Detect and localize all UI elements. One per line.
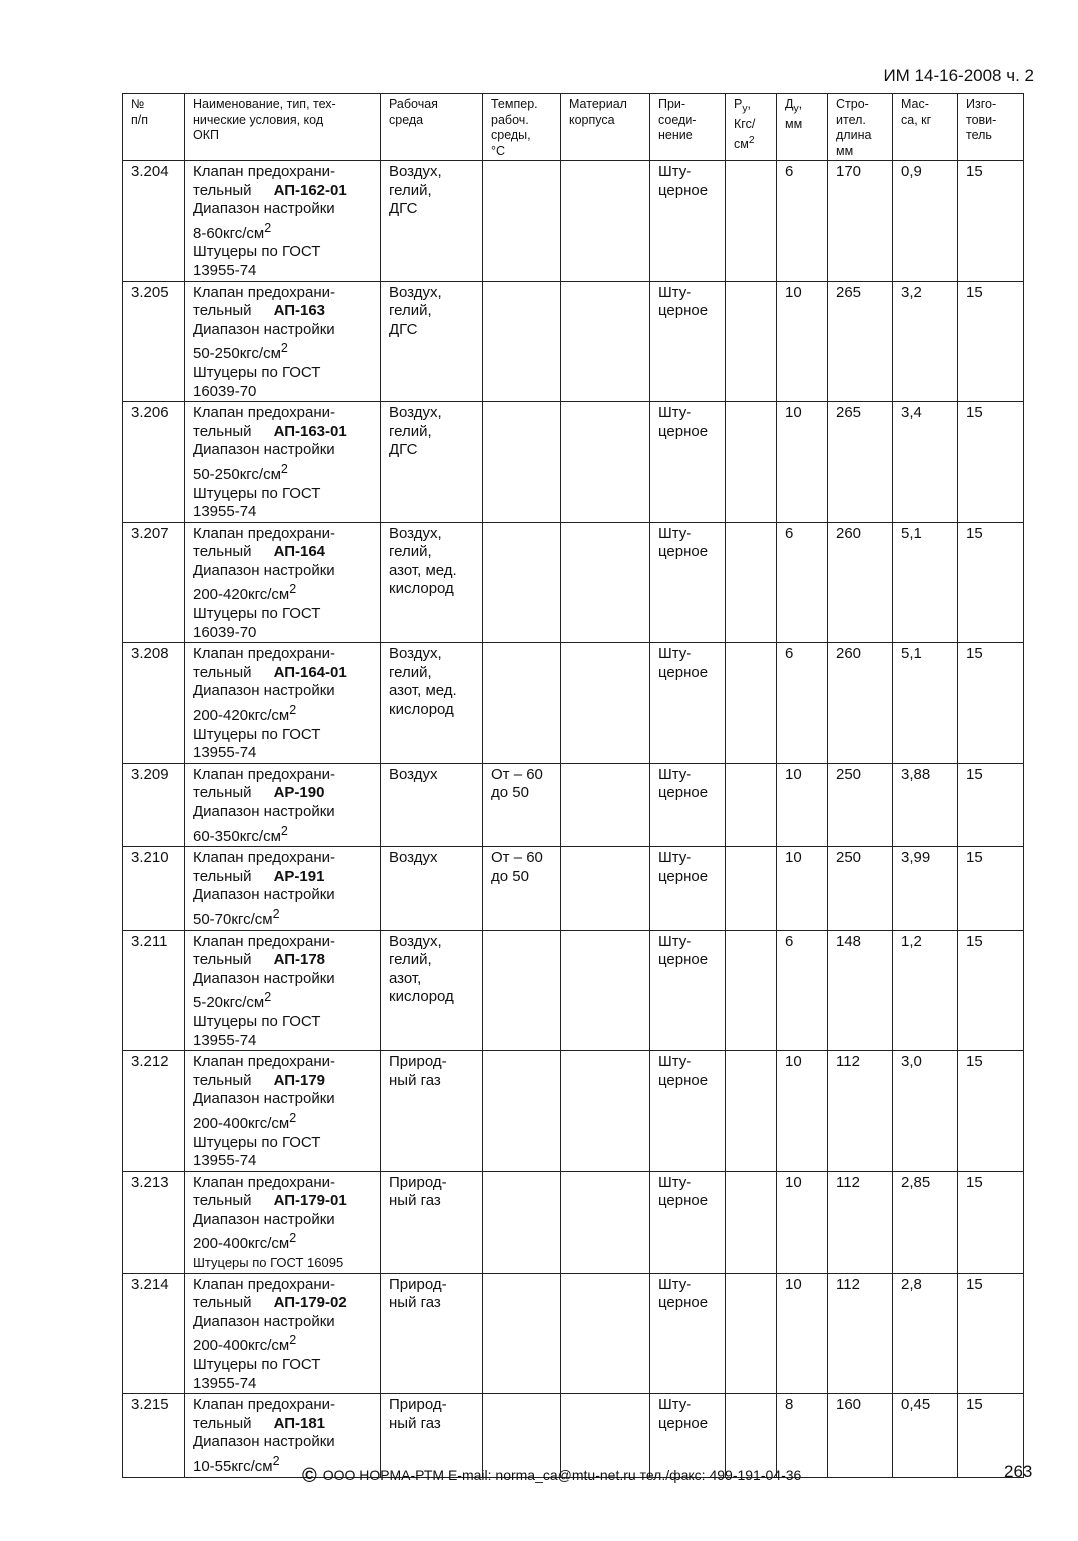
mass-value: 3,88: [901, 765, 931, 783]
medium-cell: [381, 930, 483, 1051]
medium-line: ный газ: [389, 1192, 441, 1210]
medium-line: гелий,: [389, 181, 432, 199]
medium-line: гелий,: [389, 951, 432, 969]
row-number: 3.214: [131, 1275, 169, 1293]
range-value: 8-60кгс/см: [193, 224, 265, 242]
model-code: АП-162-01: [273, 181, 347, 199]
col-header-connection: При- соеди- нение: [650, 94, 726, 161]
name-line: Клапан предохрани-: [193, 1173, 335, 1191]
medium-line: гелий,: [389, 422, 432, 440]
connection-line: церное: [658, 422, 709, 440]
model-code: АП-179: [273, 1071, 326, 1089]
medium-cell: [381, 1051, 483, 1172]
nominal-diameter: 10: [785, 849, 802, 867]
valve-kind: тельный: [193, 1192, 252, 1210]
name-cell: Клапан предохрани- тельный АП-179-02 Диапазон настройки $200-400кгс/см^2$ Штуцеры по ГОСТ 13955-74: [185, 1273, 381, 1394]
range-label: Диапазон настройки: [193, 1433, 335, 1451]
range-label: Диапазон настройки: [193, 682, 335, 700]
col-header-temp: Темпер. рабоч. среды, °С: [483, 94, 561, 161]
row-number: 3.204: [131, 163, 169, 180]
material-cell: [561, 643, 650, 764]
model-code: АП-164-01: [273, 663, 347, 681]
standard-number: 13955-74: [193, 1374, 257, 1392]
table-row: [123, 643, 1024, 764]
temp-cell: [483, 847, 561, 930]
table-row: [123, 522, 1024, 643]
range-value: 50-70кгс/см: [193, 910, 273, 928]
range-value: 200-420кгс/см: [193, 707, 290, 725]
pressure-cell: [726, 522, 777, 643]
row-number: 3.206: [131, 404, 169, 422]
nominal-diameter: 8: [785, 1396, 794, 1414]
medium-line: кислород: [389, 988, 454, 1006]
table-row: [123, 930, 1024, 1051]
fitting-standard: Штуцеры по ГОСТ: [193, 1133, 321, 1151]
col-header-dn: $Д_у$, мм: [777, 94, 828, 161]
temp-cell: [483, 930, 561, 1051]
medium-line: Воздух: [389, 849, 438, 867]
name-line: Клапан предохрани-: [193, 404, 335, 422]
medium-line: Природ-: [389, 1053, 447, 1071]
fitting-standard: Штуцеры по ГОСТ: [193, 484, 321, 502]
temp-cell: [483, 643, 561, 764]
name-cell: Клапан предохрани- тельный АР-190 Диапазон настройки $60-350кгс/см^2$: [185, 763, 381, 846]
connection-line: церное: [658, 784, 709, 802]
range-value: 60-350кгс/см: [193, 827, 281, 845]
connection-line: Шту-: [658, 932, 692, 950]
connection-line: Шту-: [658, 1396, 692, 1414]
medium-cell: [381, 643, 483, 764]
model-code: АР-191: [273, 867, 325, 885]
valve-kind: тельный: [193, 422, 252, 440]
standard-number: 13955-74: [193, 1152, 257, 1170]
range-label: Диапазон настройки: [193, 969, 335, 987]
valve-kind: тельный: [193, 663, 252, 681]
material-cell: [561, 847, 650, 930]
standard-number: 13955-74: [193, 261, 257, 279]
manufacturer-code: 15: [966, 932, 983, 950]
temp-cell: [483, 281, 561, 402]
connection-line: Шту-: [658, 283, 692, 301]
temp-cell: [483, 1051, 561, 1172]
fitting-standard: Штуцеры по ГОСТ 16095: [193, 1255, 344, 1271]
nominal-diameter: 6: [785, 645, 794, 663]
pressure-cell: [726, 930, 777, 1051]
connection-line: Шту-: [658, 645, 692, 663]
connection-line: Шту-: [658, 1275, 692, 1293]
medium-line: азот,: [389, 969, 422, 987]
standard-number: 13955-74: [193, 744, 257, 762]
connection-line: Шту-: [658, 849, 692, 867]
valve-kind: тельный: [193, 543, 252, 561]
table-row: [123, 763, 1024, 846]
medium-line: Природ-: [389, 1173, 447, 1191]
medium-cell: [381, 1273, 483, 1394]
mass-value: 0,9: [901, 163, 922, 180]
material-cell: [561, 1171, 650, 1273]
construction-length: 112: [836, 1053, 860, 1071]
medium-line: Воздух,: [389, 283, 442, 301]
connection-line: церное: [658, 181, 709, 199]
medium-line: гелий,: [389, 302, 432, 320]
range-label: Диапазон настройки: [193, 1210, 335, 1228]
medium-line: Воздух,: [389, 524, 442, 542]
name-cell: Клапан предохрани- тельный АП-163 Диапазон настройки $50-250кгс/см^2$ Штуцеры по ГОСТ 16039-70: [185, 281, 381, 402]
medium-line: ДГС: [389, 200, 418, 218]
mass-value: 5,1: [901, 645, 922, 663]
medium-cell: [381, 522, 483, 643]
range-value: 200-420кгс/см: [193, 586, 290, 604]
valve-kind: тельный: [193, 951, 252, 969]
name-cell: Клапан предохрани- тельный АП-163-01 Диапазон настройки $50-250кгс/см^2$ Штуцеры по ГОСТ 13955-74: [185, 402, 381, 523]
name-line: Клапан предохрани-: [193, 1396, 335, 1414]
footer-text: ООО НОРМА-РТМ E-mail: norma_ca@mtu-net.ru тел./факс: 499-191-04-36: [322, 1467, 802, 1483]
range-value: 5-20кгс/см: [193, 994, 265, 1012]
mass-value: 3,0: [901, 1053, 922, 1071]
connection-cell: [650, 847, 726, 930]
medium-line: Воздух,: [389, 932, 442, 950]
col-header-maker: Изго- тови- тель: [958, 94, 1024, 161]
model-code: АП-179-01: [273, 1192, 347, 1210]
pressure-cell: [726, 643, 777, 764]
construction-length: 112: [836, 1173, 860, 1191]
fitting-standard: Штуцеры по ГОСТ: [193, 363, 321, 381]
connection-line: церное: [658, 1414, 709, 1432]
pressure-cell: [726, 1273, 777, 1394]
pressure-cell: [726, 402, 777, 523]
col-header-medium: Рабочая среда: [381, 94, 483, 161]
range-label: Диапазон настройки: [193, 320, 335, 338]
fitting-standard: Штуцеры по ГОСТ: [193, 1356, 321, 1374]
pressure-cell: [726, 763, 777, 846]
manufacturer-code: 15: [966, 765, 983, 783]
name-cell: Клапан предохрани- тельный АП-181 Диапазон настройки $10-55кгс/см^2$: [185, 1394, 381, 1477]
temp-cell: [483, 1273, 561, 1394]
standard-number: 16039-70: [193, 623, 257, 641]
mass-value: 3,2: [901, 283, 922, 301]
name-line: Клапан предохрани-: [193, 163, 335, 180]
table-row: [123, 281, 1024, 402]
fitting-standard: Штуцеры по ГОСТ: [193, 725, 321, 743]
row-number: 3.205: [131, 283, 169, 301]
manufacturer-code: 15: [966, 645, 983, 663]
manufacturer-code: 15: [966, 1275, 983, 1293]
construction-length: 148: [836, 932, 862, 950]
table-row: [123, 1171, 1024, 1273]
connection-line: церное: [658, 663, 709, 681]
valve-kind: тельный: [193, 181, 252, 199]
mass-value: 0,45: [901, 1396, 931, 1414]
name-cell: Клапан предохрани- тельный АП-178 Диапазон настройки $5-20кгс/см^2$ Штуцеры по ГОСТ 13955-74: [185, 930, 381, 1051]
mass-value: 3,4: [901, 404, 922, 422]
construction-length: 170: [836, 163, 862, 180]
construction-length: 260: [836, 524, 862, 542]
connection-cell: [650, 161, 726, 282]
row-number: 3.213: [131, 1173, 169, 1191]
connection-line: Шту-: [658, 765, 692, 783]
col-header-pressure: $Р_у$, Кгс/ $см^2$: [726, 94, 777, 161]
material-cell: [561, 1051, 650, 1172]
medium-line: ДГС: [389, 320, 418, 338]
nominal-diameter: 6: [785, 524, 794, 542]
manufacturer-code: 15: [966, 404, 983, 422]
row-number: 3.207: [131, 524, 169, 542]
pressure-cell: [726, 281, 777, 402]
material-cell: [561, 522, 650, 643]
connection-line: церное: [658, 867, 709, 885]
medium-line: Природ-: [389, 1396, 447, 1414]
connection-cell: [650, 402, 726, 523]
medium-line: Воздух: [389, 765, 438, 783]
mass-value: 2,8: [901, 1275, 922, 1293]
material-cell: [561, 930, 650, 1051]
pressure-cell: [726, 1171, 777, 1273]
model-code: АП-181: [273, 1414, 326, 1432]
range-label: Диапазон настройки: [193, 441, 335, 459]
range-value: 50-250кгс/см: [193, 465, 281, 483]
standard-number: 16039-70: [193, 382, 257, 400]
connection-line: церное: [658, 951, 709, 969]
model-code: АП-178: [273, 951, 326, 969]
connection-cell: [650, 1051, 726, 1172]
connection-line: церное: [658, 302, 709, 320]
range-label: Диапазон настройки: [193, 200, 335, 218]
construction-length: 265: [836, 283, 862, 301]
model-code: АП-164: [273, 543, 326, 561]
material-cell: [561, 281, 650, 402]
medium-line: гелий,: [389, 543, 432, 561]
manufacturer-code: 15: [966, 1396, 983, 1414]
nominal-diameter: 10: [785, 1053, 802, 1071]
document-code: ИМ 14-16-2008 ч. 2: [883, 66, 1034, 85]
construction-length: 112: [836, 1275, 860, 1293]
medium-cell: [381, 281, 483, 402]
name-line: Клапан предохрани-: [193, 1053, 335, 1071]
connection-cell: [650, 930, 726, 1051]
page-number: 263: [1004, 1462, 1033, 1481]
table-row: [123, 1273, 1024, 1394]
range-label: Диапазон настройки: [193, 1090, 335, 1108]
manufacturer-code: 15: [966, 1053, 983, 1071]
connection-cell: [650, 643, 726, 764]
connection-line: церное: [658, 543, 709, 561]
medium-line: Воздух,: [389, 404, 442, 422]
medium-cell: [381, 402, 483, 523]
range-value: 200-400кгс/см: [193, 1337, 290, 1355]
col-header-material: Материал корпуса: [561, 94, 650, 161]
col-header-length: Стро- ител. длина мм: [828, 94, 893, 161]
medium-line: Воздух,: [389, 163, 442, 180]
connection-line: Шту-: [658, 163, 692, 180]
table-row: [123, 847, 1024, 930]
valve-kind: тельный: [193, 302, 252, 320]
col-header-name: Наименование, тип, тех- нические условия, код ОКП: [185, 94, 381, 161]
name-cell: Клапан предохрани- тельный АП-164 Диапазон настройки $200-420кгс/см^2$ Штуцеры по ГОСТ 16039-70: [185, 522, 381, 643]
temp-cell: [483, 402, 561, 523]
material-cell: [561, 402, 650, 523]
row-number: 3.208: [131, 645, 169, 663]
connection-cell: [650, 522, 726, 643]
row-number: 3.212: [131, 1053, 169, 1071]
name-line: Клапан предохрани-: [193, 1275, 335, 1293]
temp-line: до 50: [491, 784, 529, 802]
medium-line: азот, мед.: [389, 561, 457, 579]
connection-cell: [650, 763, 726, 846]
construction-length: 250: [836, 849, 862, 867]
connection-cell: [650, 1171, 726, 1273]
temp-line: От – 60: [491, 849, 543, 867]
name-line: Клапан предохрани-: [193, 283, 335, 301]
model-code: АП-179-02: [273, 1294, 347, 1312]
material-cell: [561, 763, 650, 846]
valve-kind: тельный: [193, 867, 252, 885]
medium-cell: [381, 1171, 483, 1273]
valve-kind: тельный: [193, 1414, 252, 1432]
medium-cell: [381, 161, 483, 282]
connection-line: церное: [658, 1192, 709, 1210]
range-label: Диапазон настройки: [193, 561, 335, 579]
manufacturer-code: 15: [966, 163, 983, 180]
name-line: Клапан предохрани-: [193, 765, 335, 783]
medium-line: Природ-: [389, 1275, 447, 1293]
material-cell: [561, 161, 650, 282]
connection-line: Шту-: [658, 1173, 692, 1191]
medium-line: ДГС: [389, 441, 418, 459]
nominal-diameter: 10: [785, 1275, 802, 1293]
manufacturer-code: 15: [966, 283, 983, 301]
row-number: 3.211: [131, 932, 168, 950]
col-header-mass: Мас- са, кг: [893, 94, 958, 161]
material-cell: [561, 1273, 650, 1394]
medium-line: гелий,: [389, 663, 432, 681]
col-header-num: № п/п: [123, 94, 185, 161]
standard-number: 13955-74: [193, 503, 257, 521]
connection-line: церное: [658, 1071, 709, 1089]
construction-length: 265: [836, 404, 862, 422]
mass-value: 2,85: [901, 1173, 931, 1191]
medium-line: азот, мед.: [389, 682, 457, 700]
valve-kind: тельный: [193, 784, 252, 802]
medium-cell: [381, 763, 483, 846]
name-line: Клапан предохрани-: [193, 524, 335, 542]
range-value: 200-400кгс/см: [193, 1114, 290, 1132]
range-label: Диапазон настройки: [193, 886, 335, 904]
range-label: Диапазон настройки: [193, 803, 335, 820]
medium-line: кислород: [389, 701, 454, 719]
mass-value: 5,1: [901, 524, 922, 542]
pressure-cell: [726, 847, 777, 930]
name-line: Клапан предохрани-: [193, 932, 335, 950]
medium-line: ный газ: [389, 1294, 441, 1312]
table-row: [123, 402, 1024, 523]
connection-cell: [650, 1273, 726, 1394]
fitting-standard: Штуцеры по ГОСТ: [193, 605, 321, 623]
medium-line: кислород: [389, 580, 454, 598]
copyright-icon: ©: [302, 1465, 317, 1487]
fitting-standard: Штуцеры по ГОСТ: [193, 1012, 321, 1030]
temp-cell: [483, 1171, 561, 1273]
fitting-standard: Штуцеры по ГОСТ: [193, 243, 321, 261]
mass-value: 3,99: [901, 849, 931, 867]
footer: [302, 1465, 801, 1488]
standard-number: 13955-74: [193, 1031, 257, 1049]
valve-kind: тельный: [193, 1071, 252, 1089]
connection-line: Шту-: [658, 524, 692, 542]
range-value: 200-400кгс/см: [193, 1235, 290, 1253]
construction-length: 160: [836, 1396, 862, 1414]
medium-line: Воздух,: [389, 645, 442, 663]
row-number: 3.210: [131, 849, 169, 867]
temp-cell: [483, 522, 561, 643]
range-value: 10-55кгс/см: [193, 1458, 273, 1475]
name-cell: Клапан предохрани- тельный АП-179-01 Диапазон настройки $200-400кгс/см^2$ Штуцеры по ГОСТ 16095: [185, 1171, 381, 1273]
row-number: 3.215: [131, 1396, 169, 1414]
temp-cell: [483, 161, 561, 282]
name-line: Клапан предохрани-: [193, 645, 335, 663]
table-row: [123, 161, 1024, 282]
model-code: АР-190: [273, 784, 325, 802]
medium-line: ный газ: [389, 1071, 441, 1089]
temp-cell: [483, 763, 561, 846]
nominal-diameter: 10: [785, 765, 802, 783]
connection-line: Шту-: [658, 404, 692, 422]
name-cell: Клапан предохрани- тельный АП-164-01 Диапазон настройки $200-420кгс/см^2$ Штуцеры по ГОСТ 13955-74: [185, 643, 381, 764]
name-line: Клапан предохрани-: [193, 849, 335, 867]
nominal-diameter: 10: [785, 404, 802, 422]
connection-line: церное: [658, 1294, 709, 1312]
nominal-diameter: 6: [785, 163, 794, 180]
temp-line: до 50: [491, 867, 529, 885]
name-cell: Клапан предохрани- тельный АР-191 Диапазон настройки $50-70кгс/см^2$: [185, 847, 381, 930]
model-code: АП-163: [273, 302, 326, 320]
connection-cell: [650, 281, 726, 402]
medium-line: ный газ: [389, 1414, 441, 1432]
manufacturer-code: 15: [966, 849, 983, 867]
medium-cell: [381, 847, 483, 930]
nominal-diameter: 6: [785, 932, 794, 950]
temp-line: От – 60: [491, 765, 543, 783]
row-number: 3.209: [131, 765, 169, 783]
range-label: Диапазон настройки: [193, 1312, 335, 1330]
nominal-diameter: 10: [785, 1173, 802, 1191]
construction-length: 250: [836, 765, 862, 783]
model-code: АП-163-01: [273, 422, 347, 440]
pressure-cell: [726, 1051, 777, 1172]
valve-table: [122, 93, 1024, 1478]
manufacturer-code: 15: [966, 1173, 983, 1191]
connection-line: Шту-: [658, 1053, 692, 1071]
construction-length: 260: [836, 645, 862, 663]
name-cell: Клапан предохрани- тельный АП-162-01 Диапазон настройки $8-60кгс/см^2$ Штуцеры по ГОСТ 13955-74: [185, 161, 381, 282]
name-cell: Клапан предохрани- тельный АП-179 Диапазон настройки $200-400кгс/см^2$ Штуцеры по ГОСТ 13955-74: [185, 1051, 381, 1172]
range-value: 50-250кгс/см: [193, 345, 281, 363]
table-header-row: [123, 94, 1024, 161]
nominal-diameter: 10: [785, 283, 802, 301]
manufacturer-code: 15: [966, 524, 983, 542]
valve-kind: тельный: [193, 1294, 252, 1312]
table-row: [123, 1051, 1024, 1172]
pressure-cell: [726, 161, 777, 282]
mass-value: 1,2: [901, 932, 922, 950]
